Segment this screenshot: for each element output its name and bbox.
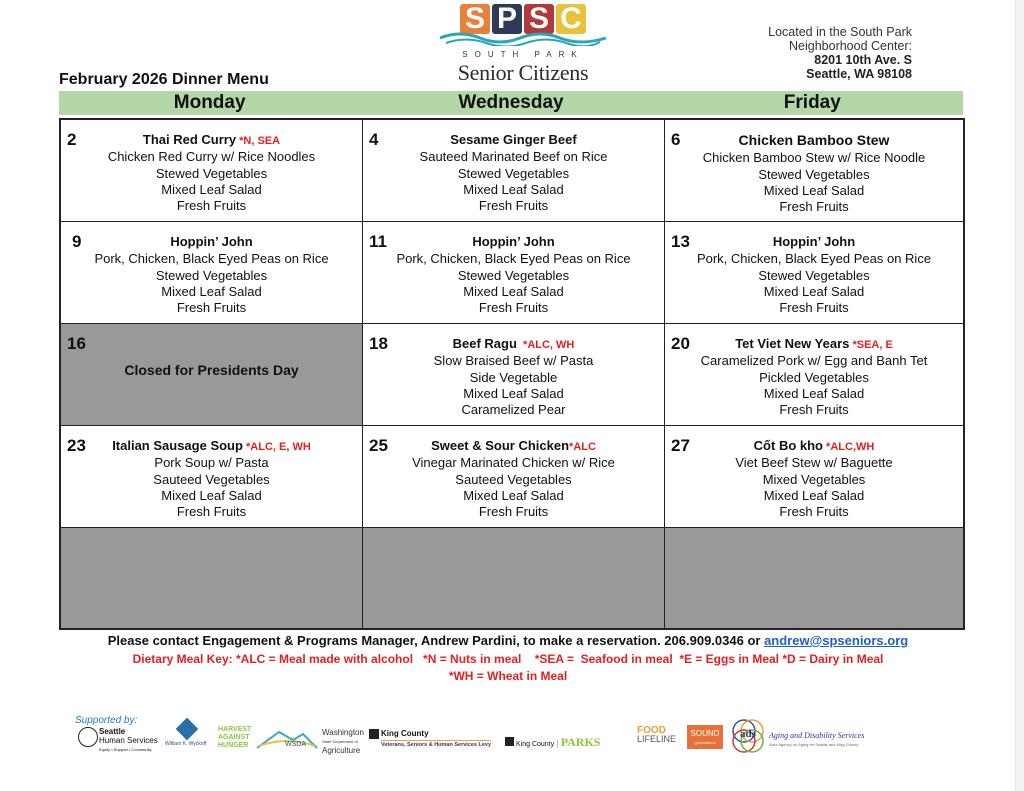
contact-line	[0, 633, 1016, 648]
day-header-bar	[59, 91, 963, 115]
date-number: 9	[72, 232, 82, 251]
dish-name: Sweet & Sour Chicken	[431, 438, 570, 453]
menu-item: Stewed Vegetables	[155, 267, 268, 283]
logo-letter: S	[460, 4, 490, 34]
wyckoff-logo: William K. Wyckoff	[165, 741, 207, 747]
menu-item: Fresh Fruits	[478, 198, 549, 214]
address-line: Neighborhood Center:	[789, 39, 912, 53]
dish-name: Beef Ragu	[452, 336, 517, 351]
menu-item: Pork, Chicken, Black Eyed Peas on Rice	[94, 251, 329, 267]
wave-icon	[438, 30, 608, 46]
seattle-human-services-logo	[99, 727, 158, 754]
ads-logo	[769, 731, 864, 749]
dish-name: Thai Red Curry	[142, 132, 237, 147]
sponsor-text: Area Agency on Aging for Seattle and King County	[769, 742, 859, 747]
sponsor-logos	[75, 716, 895, 756]
contact-email-link[interactable]: andrew@spseniors.org	[764, 633, 909, 648]
address-line: Located in the South Park	[768, 25, 912, 39]
menu-item: Pickled Vegetables	[759, 369, 869, 385]
dietary-key	[0, 651, 1016, 685]
sponsor-text: Veterans, Seniors & Human Services Levy	[381, 742, 492, 748]
seattle-seal-icon	[78, 727, 98, 747]
allergen-tag: *N, SEA	[236, 135, 281, 147]
menu-item: Mixed Leaf Salad	[463, 487, 564, 503]
menu-item: Fresh Fruits	[779, 504, 849, 520]
menu-item: Mixed Leaf Salad	[763, 283, 865, 299]
sponsor-text: Human Services	[99, 736, 158, 745]
spsc-logo	[438, 4, 608, 84]
address-street: 8201 10th Ave. S	[814, 53, 912, 67]
sponsor-text: Aging and Disability Services	[769, 731, 865, 740]
page-edge	[1015, 0, 1024, 791]
sponsor-text: Agriculture	[322, 746, 361, 755]
menu-day-cell	[61, 426, 363, 528]
menu-item: Fresh Fruits	[478, 300, 549, 316]
menu-item: Mixed Leaf Salad	[463, 385, 564, 401]
menu-item: Vinegar Marinated Chicken w/ Rice	[412, 455, 615, 471]
menu-day-cell	[665, 222, 963, 324]
date-number: 4	[369, 130, 379, 149]
dish-name: Hoppin’ John	[170, 234, 253, 249]
menu-day-cell	[61, 222, 363, 324]
menu-item: Sauteed Vegetables	[153, 471, 270, 487]
day-header-friday: Friday	[783, 92, 841, 113]
sponsor-text: King County	[381, 729, 429, 738]
date-number: 20	[671, 334, 690, 353]
dish-name: Sesame Ginger Beef	[450, 132, 577, 147]
supported-by-label: Supported by:	[75, 715, 138, 726]
kc-parks-logo	[516, 735, 601, 749]
menu-title: February 2026 Dinner Menu	[59, 71, 269, 88]
menu-item: Fresh Fruits	[779, 300, 849, 316]
menu-day-cell	[363, 324, 665, 426]
logo-letter: S	[524, 4, 554, 34]
sponsor-text: generations	[694, 740, 716, 745]
date-number: 18	[369, 334, 388, 353]
menu-item: Mixed Leaf Salad	[763, 385, 865, 401]
closed-notice: Closed for Presidents Day	[124, 362, 299, 378]
day-header-wednesday: Wednesday	[458, 92, 564, 113]
king-county-icon	[369, 729, 379, 739]
menu-item: Side Vegetable	[469, 369, 558, 385]
allergen-tag: *ALC	[569, 441, 596, 453]
date-number: 16	[67, 334, 86, 353]
address-city: Seattle, WA 98108	[806, 67, 912, 81]
sponsor-text: SOUND	[690, 729, 720, 738]
allergen-tag: *ALC,WH	[823, 441, 875, 453]
empty-day-cell	[665, 528, 963, 628]
dietary-key-line: *WH = Wheat in Meal	[448, 669, 568, 683]
menu-item: Mixed Leaf Salad	[763, 487, 865, 503]
menu-item: Chicken Bamboo Stew w/ Rice Noodle	[702, 150, 926, 166]
menu-item: Mixed Leaf Salad	[463, 283, 564, 299]
dish-name: Hoppin’ John	[772, 234, 856, 249]
menu-item: Stewed Vegetables	[457, 165, 570, 181]
menu-item: Slow Braised Beef w/ Pasta	[433, 353, 594, 369]
empty-day-cell	[363, 528, 665, 628]
menu-item: Stewed Vegetables	[155, 165, 268, 181]
date-number: 13	[671, 232, 690, 251]
dish-name: Chicken Bamboo Stew	[738, 132, 890, 148]
menu-day-cell	[363, 120, 665, 222]
menu-item: Mixed Leaf Salad	[763, 182, 865, 198]
sponsor-text: King County	[516, 741, 555, 748]
sound-generations-logo	[687, 725, 723, 749]
menu-item: Fresh Fruits	[478, 504, 549, 520]
allergen-tag: *ALC, E, WH	[242, 441, 311, 453]
allergen-tag: *ALC, WH	[516, 339, 575, 351]
date-number: 23	[67, 436, 86, 455]
wa-agriculture-logo	[322, 728, 364, 755]
logo-letter: C	[556, 4, 586, 34]
menu-item: Fresh Fruits	[176, 504, 247, 520]
menu-item: Caramelized Pear	[461, 402, 566, 418]
harvest-against-hunger-logo: HARVEST AGAINST HUNGER	[218, 726, 252, 749]
menu-item: Stewed Vegetables	[758, 267, 870, 283]
date-number: 27	[671, 436, 690, 455]
menu-item: Fresh Fruits	[779, 402, 849, 418]
contact-text: Please contact Engagement & Programs Manager, Andrew Pardini, to make a reservation. 206.909.0346 or	[107, 633, 765, 648]
sponsor-text: Seattle	[99, 727, 126, 736]
address-block	[768, 25, 912, 81]
menu-calendar-grid	[59, 118, 965, 630]
menu-item: Stewed Vegetables	[758, 166, 870, 182]
allergen-tag: *SEA, E	[849, 339, 893, 351]
dish-name: Cốt Bo kho	[753, 438, 823, 453]
menu-day-cell	[665, 426, 963, 528]
menu-item: Fresh Fruits	[176, 300, 247, 316]
king-county-icon	[505, 737, 514, 746]
menu-item: Mixed Leaf Salad	[161, 487, 262, 503]
logo-name: Senior Citizens	[457, 60, 589, 85]
ads-abbr: ads	[740, 728, 756, 740]
sponsor-text: State Department of	[322, 739, 358, 744]
menu-item: Mixed Leaf Salad	[161, 283, 262, 299]
dietary-key-line: Dietary Meal Key: *ALC = Meal made with alcohol *N = Nuts in meal *SEA = Seafood in meal *E = Eggs in Meal *D = Dairy in Meal	[132, 652, 884, 666]
kc-levy-logo	[381, 729, 491, 750]
sponsor-text: LIFELINE	[637, 734, 677, 744]
menu-item: Chicken Red Curry w/ Rice Noodles	[107, 149, 316, 165]
menu-item: Sauteed Vegetables	[455, 471, 572, 487]
sponsor-text: Equity • Support • Community	[99, 747, 152, 752]
menu-item: Viet Beef Stew w/ Baguette	[735, 455, 893, 471]
wyckoff-logo-icon	[176, 718, 199, 741]
menu-day-cell	[665, 120, 963, 222]
sponsor-text: PARKS	[560, 735, 601, 749]
day-header-monday: Monday	[173, 92, 246, 113]
logo-letter: P	[492, 4, 522, 34]
sponsor-text: Washington	[322, 728, 364, 737]
divider: |	[556, 739, 561, 748]
menu-day-cell	[665, 324, 963, 426]
menu-item: Pork, Chicken, Black Eyed Peas on Rice	[396, 251, 631, 267]
date-number: 25	[369, 436, 388, 455]
dish-name: Tet Viet New Years	[735, 336, 850, 351]
food-lifeline-logo	[637, 726, 676, 744]
menu-item: Fresh Fruits	[176, 198, 247, 214]
menu-item: Stewed Vegetables	[457, 267, 570, 283]
menu-item: Caramelized Pork w/ Egg and Banh Tet	[700, 353, 928, 369]
date-number: 11	[369, 232, 387, 251]
menu-item: Pork, Chicken, Black Eyed Peas on Rice	[696, 251, 932, 267]
menu-item: Mixed Leaf Salad	[463, 181, 564, 197]
dish-name: Italian Sausage Soup	[112, 438, 243, 453]
dish-name: Hoppin’ John	[472, 234, 555, 249]
date-number: 2	[67, 130, 77, 149]
menu-item: Mixed Vegetables	[762, 471, 866, 487]
menu-item: Pork Soup w/ Pasta	[154, 455, 269, 471]
menu-item: Mixed Leaf Salad	[161, 181, 262, 197]
menu-day-cell	[363, 426, 665, 528]
empty-day-cell	[61, 528, 363, 628]
date-number: 6	[671, 130, 681, 149]
menu-day-cell	[363, 222, 665, 324]
sponsor-text: FOOD	[637, 725, 666, 736]
menu-item: Fresh Fruits	[779, 199, 849, 215]
wsda-logo-text: WSDA	[285, 741, 306, 748]
closed-day-cell	[61, 324, 363, 426]
menu-day-cell	[61, 120, 363, 222]
menu-item: Sauteed Marinated Beef on Rice	[419, 149, 608, 165]
logo-subtitle: SOUTH PARK	[462, 50, 584, 59]
